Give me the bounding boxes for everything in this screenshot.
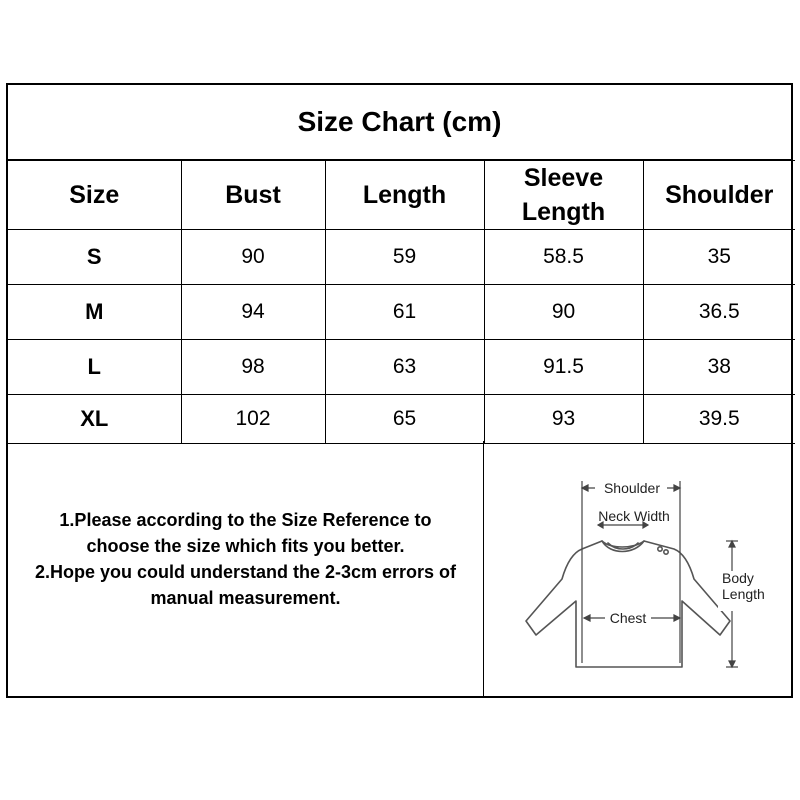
- note-line: 2.Hope you could understand the 2-3cm errors of: [34, 561, 457, 582]
- size-cell: XL: [8, 395, 181, 444]
- sweater-measurement-icon: [484, 441, 789, 696]
- shoulder-cell: 35: [643, 230, 795, 285]
- header-shoulder: Shoulder: [643, 161, 795, 230]
- sleeve-length-cell: 93: [484, 395, 643, 444]
- sleeve-length-cell: 58.5: [484, 230, 643, 285]
- size-cell: M: [8, 285, 181, 340]
- length-cell: 65: [325, 395, 484, 444]
- table-row: [8, 230, 795, 285]
- size-cell: L: [8, 340, 181, 395]
- table-header-row: [8, 161, 795, 230]
- bust-cell: 98: [181, 340, 325, 395]
- measurement-diagram: [484, 441, 789, 696]
- shoulder-cell: 38: [643, 340, 795, 395]
- sleeve-length-cell: 90: [484, 285, 643, 340]
- shoulder-cell: 36.5: [643, 285, 795, 340]
- length-cell: 59: [325, 230, 484, 285]
- sleeve-length-cell: 91.5: [484, 340, 643, 395]
- bust-cell: 102: [181, 395, 325, 444]
- bust-cell: 90: [181, 230, 325, 285]
- header-bust: Bust: [181, 161, 325, 230]
- table-row: [8, 395, 795, 444]
- diagram-body-label: Body: [722, 570, 754, 586]
- table-row: [8, 285, 795, 340]
- header-size: Size: [8, 161, 181, 230]
- size-table: [8, 160, 795, 444]
- shoulder-cell: 39.5: [643, 395, 795, 444]
- diagram-shoulder-label: Shoulder: [603, 480, 661, 496]
- bottom-section: [8, 441, 791, 696]
- diagram-chest-label: Chest: [609, 610, 647, 626]
- size-chart-title: Size Chart (cm): [8, 85, 791, 160]
- bust-cell: 94: [181, 285, 325, 340]
- note-line: 1.Please according to the Size Reference to: [59, 509, 432, 530]
- header-sleeve-length: Sleeve Length: [484, 161, 643, 230]
- size-cell: S: [8, 230, 181, 285]
- note-line: manual measurement.: [150, 587, 341, 608]
- table-row: [8, 340, 795, 395]
- length-cell: 63: [325, 340, 484, 395]
- size-chart: [6, 83, 793, 698]
- diagram-length-label: Length: [722, 586, 765, 602]
- length-cell: 61: [325, 285, 484, 340]
- header-length: Length: [325, 161, 484, 230]
- note-line: choose the size which fits you better.: [86, 535, 405, 556]
- diagram-neck-width-label: Neck Width: [598, 508, 670, 524]
- size-notes: [8, 441, 484, 696]
